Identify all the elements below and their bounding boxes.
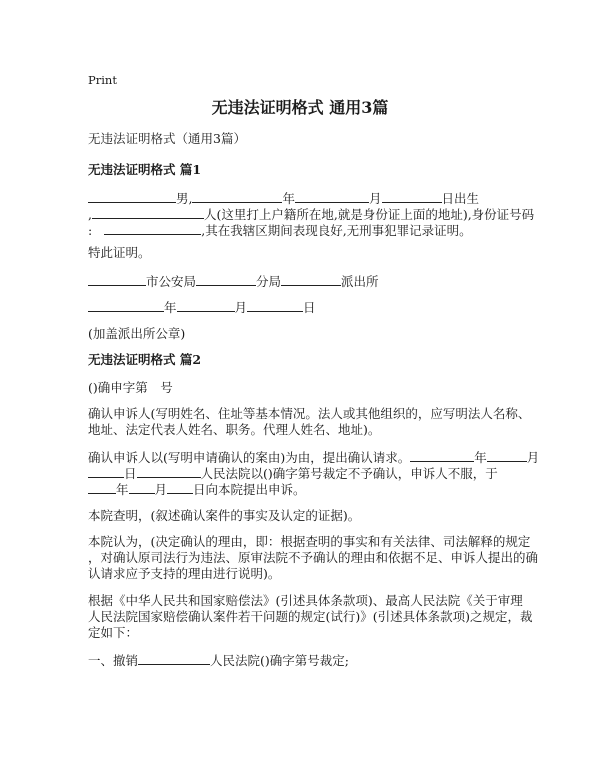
blank-appeal-month[interactable] [129,481,155,494]
text-year: 年 [282,191,295,206]
blank-date-year[interactable] [88,299,164,312]
text-male: 男, [176,191,193,206]
text-record: ,其在我辖区期间表现良好,无刑事犯罪记录证明。 [201,223,472,238]
form-line-date [88,299,316,316]
text-claim: 确认申诉人以(写明申请确认的案由)为由，提出确认请求。 [88,450,411,465]
text-address: 人(这里打上户籍所在地,就是身份证上面的地址),身份证号码 [203,207,535,222]
blank-id-number[interactable] [104,222,201,235]
paragraph-line: ，对确认原司法行为违法、原审法院不予确认的理由和依据不足、申诉人提出的确 [88,550,539,565]
form-line-birth [88,190,479,207]
blank-year[interactable] [192,190,282,203]
form-line-claim-c [88,481,306,498]
text-appeal-day: 日向本院提出申诉。 [193,482,306,497]
form-line-police [88,273,379,290]
blank-claim-month[interactable] [487,449,527,462]
form-line-claim-a [88,449,539,466]
text-ruling: 人民法院()确字第号裁定; [210,653,349,668]
text-revoke: 一、撤销 [88,653,139,668]
paragraph-line: 人民法院国家赔偿确认案件若干问题的规定(试行)》(引述具体条款项)之规定，裁 [88,609,533,624]
paragraph-line: 定如下： [88,625,139,640]
paragraph-line: 地址、法定代表人姓名、职务。代理人姓名、地址)。 [88,422,381,437]
text-colon: : [88,223,93,238]
blank-appeal-year[interactable] [88,481,116,494]
text-court: 人民法院以()确字第号裁定不予确认，申诉人不服，于 [200,466,498,481]
paragraph-line: 确认申诉人(写明姓名、住址等基本情况。法人或其他组织的，应写明法人名称、 [88,406,531,421]
blank-branch[interactable] [196,273,256,286]
blank-court[interactable] [137,465,201,478]
form-line-id [88,222,472,239]
text-branch: 分局 [256,274,282,289]
text-date-day: 日 [303,300,316,315]
text-date-year: 年 [164,300,177,315]
blank-day[interactable] [382,190,442,203]
ruling-line [88,652,349,669]
blank-appeal-day[interactable] [167,481,193,494]
blank-address[interactable] [92,206,204,219]
blank-claim-year[interactable] [410,449,474,462]
blank-name[interactable] [88,190,176,203]
text-birth: 日出生 [441,191,480,206]
blank-claim-day[interactable] [88,465,124,478]
blank-station[interactable] [281,273,341,286]
seal-note: (加盖派出所公章) [88,326,186,341]
section-heading-2: 无违法证明格式 篇2 [88,352,202,367]
paragraph-line: 本院认为，(决定确认的理由，即：根据查明的事实和有关法律、司法解释的规定 [88,534,531,549]
section-heading-1: 无违法证明格式 篇1 [88,162,202,177]
text-appeal-month: 月 [154,482,168,497]
text-claim-day: 日 [124,466,137,481]
paragraph-line: 认请求应予支持的理由进行说明)。 [88,566,281,581]
document-subtitle: 无违法证明格式（通用3篇） [88,131,246,146]
form-line-claim-b [88,465,498,482]
case-number: ()确申字第 号 [88,380,173,395]
print-link[interactable]: Print [88,73,117,87]
page-title: 无违法证明格式 通用3篇 [211,98,389,117]
blank-month[interactable] [295,190,369,203]
text-claim-year: 年 [474,450,487,465]
findings-paragraph: 本院查明，(叙述确认案件的事实及认定的证据)。 [88,508,361,523]
blank-date-day[interactable] [247,299,303,312]
paragraph-line: 根据《中华人民共和国家赔偿法》(引述具体条款项)、最高人民法院《关于审理 [88,593,523,608]
text-station: 派出所 [341,274,379,289]
form-line-address: , 人(这里打上户籍所在地,就是身份证上面的地址),身份证号码 [88,207,535,222]
certification-text: 特此证明。 [88,245,151,260]
blank-date-month[interactable] [177,299,235,312]
blank-city[interactable] [88,273,146,286]
text-claim-month: 月 [526,450,540,465]
text-month: 月 [369,191,382,206]
text-appeal-year: 年 [116,482,129,497]
text-bureau: 市公安局 [146,274,197,289]
text-date-month: 月 [234,300,248,315]
blank-revoke-court[interactable] [138,652,210,665]
